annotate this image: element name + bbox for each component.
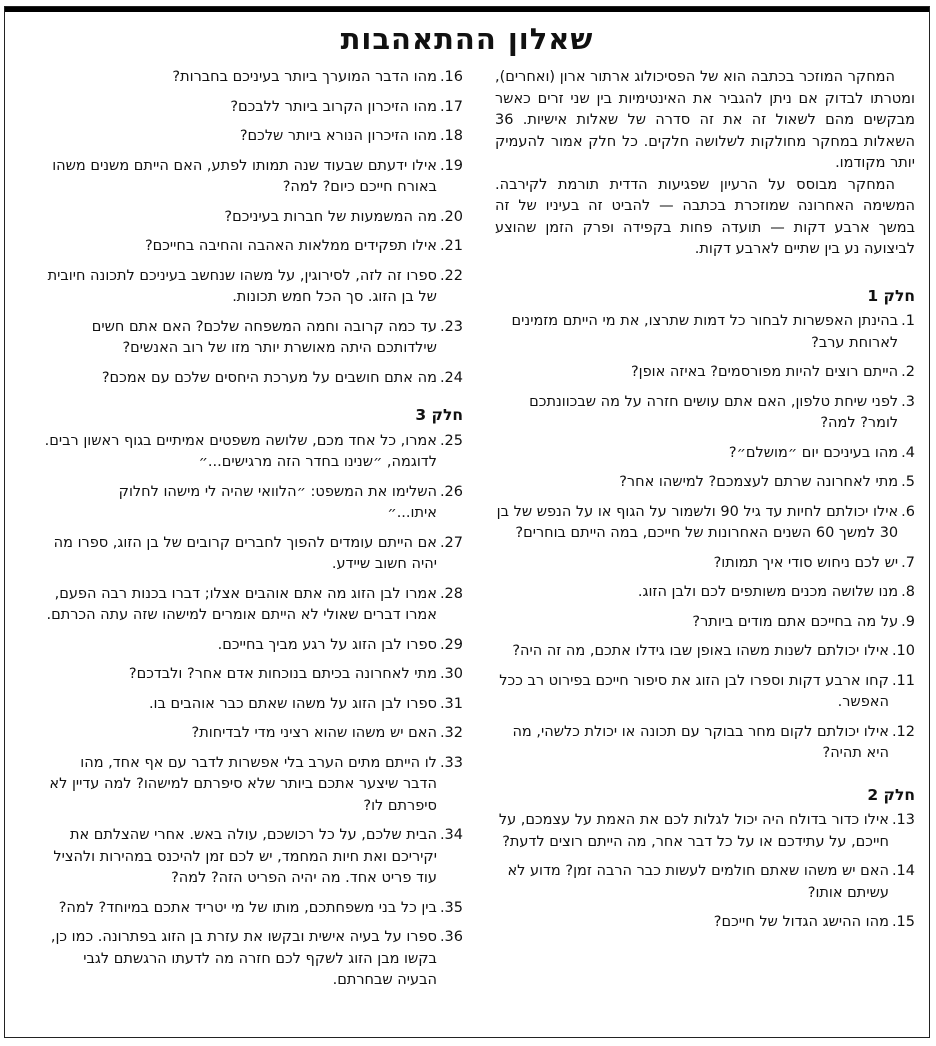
question-5: 5. מתי לאחרונה שרתם לעצמכם? למישהו אחר? xyxy=(619,474,915,490)
question-26: 26. השלימו את המשפט: ״הלוואי שהיה לי מישהו לחלוק איתו...״ xyxy=(118,483,463,521)
question-11: 11. קחו ארבע דקות וספרו לבן הזוג את סיפור חייכם בפירוט רב ככל האפשר. xyxy=(499,672,915,710)
question-24: 24. מה אתם חושבים על מערכת היחסים שלכם עם אמכם? xyxy=(101,369,463,386)
question-8: 8. מנו שלושה מכנים משותפים לכם ולבן הזוג. xyxy=(637,584,915,600)
question-32: 32. האם יש משהו שהוא רציני מדי לבדיחות? xyxy=(191,725,463,741)
question-23: 23. עד כמה קרובה וחמה המשפחה שלכם? האם אתם חשים שילדותכם היתה מאושרת יותר מזו של רוב האנשים? xyxy=(91,318,463,356)
question-18: 18. מהו הזיכרון הנורא ביותר שלכם? xyxy=(239,128,463,144)
question-36: 36. ספרו על בעיה אישית ובקשו את עזרת בן הזוג בפתרונה. כמו כן, בקשו מבן הזוג לשקף לכם חזרה מה לדעתו הרגשתם לגבי הבעיה שבחרתם. xyxy=(50,929,463,988)
part-2-list-continued xyxy=(43,67,463,389)
question-13: 13. אילו כדור בדולח היה יכול לגלות לכם את האמת על עצמכם, על חייכם, על עתידכם או על כל דבר אחר, מה הייתם רוצים לדעת? xyxy=(498,812,915,850)
question-14: 14. האם יש משהו שאתם חולמים לעשות כבר הרבה זמן? מדוע לא עשיתם אותו? xyxy=(507,863,915,901)
part-1-list xyxy=(495,311,915,765)
question-4: 4. מהו בעיניכם יום ״מושלם״? xyxy=(728,444,915,461)
question-25: 25. אמרו, כל אחד מכם, שלושה משפטים אמיתיים בגוף ראשון רבים. לדוגמה, ״שנינו בחדר הזה מרגישים...״ xyxy=(44,432,463,470)
part-2-heading: חלק 2 xyxy=(867,785,915,804)
question-22: 22. ספרו זה לזה, לסירוגין, על משהו שנחשב בעיניכם לתכונה חיובית של בן הזוג. סך הכל חמש תכונות. xyxy=(47,267,463,305)
question-1: 1. בהינתן האפשרות לבחור כל דמות שתרצו, את מי הייתם מזמינים לארוחת ערב? xyxy=(511,313,915,351)
question-7: 7. יש לכם ניחוש סודי איך תמותו? xyxy=(713,554,915,571)
question-27: 27. אם הייתם עומדים להפוך לחברים קרובים של בן הזוג, ספרו מה יהיה חשוב שיידע. xyxy=(53,534,463,572)
question-16: 16. מהו הדבר המוערך ביותר בעיניכם בחברות? xyxy=(172,69,463,85)
top-rule xyxy=(5,7,929,12)
question-19: 19. אילו ידעתם שבעוד שנה תמותו לפתע, האם הייתם משנים משהו באורח חייכם כיום? למה? xyxy=(52,157,463,195)
question-21: 21. אילו תפקידים ממלאות האהבה והחיבה בחייכם? xyxy=(144,238,463,254)
intro-text xyxy=(495,67,915,261)
part-2-list-start xyxy=(495,810,915,934)
question-28: 28. אמרו לבן הזוג מה אתם אוהבים אצלו; דברו בכנות רבה הפעם, אמרו דברים שאולי לא הייתם אומרים למישהו שזה עתה הכרתם. xyxy=(46,585,463,623)
question-31: 31. ספרו לבן הזוג על משהו שאתם כבר אוהבים בו. xyxy=(148,695,463,712)
page-title: שאלון ההתאהבות xyxy=(340,22,594,56)
intro-paragraph-1: המחקר המוזכר בכתבה הוא של הפסיכולוג ארתור ארון (ואחרים), ומטרתו לבדוק אם ניתן להגביר את האינטימיות בין שני זרים כאשר מבקשים מהם לשאול זה את זה סדרה של שאלות אישיות. 36 השאלות במחקר מחולקות לשלושה חלקים. כל חלק אמור להעמיק יותר מקודמו. xyxy=(495,69,915,171)
question-9: 9. על מה בחייכם אתם מודים ביותר? xyxy=(692,613,915,630)
question-33: 33. לו הייתם מתים הערב בלי אפשרות לדבר עם אף אחד, מהו הדבר שיצער אתכם ביותר שלא סיפרתם למישהו? למה עדיין לא סיפרתם לו? xyxy=(49,754,463,814)
question-20: 20. מה המשמעות של חברות בעיניכם? xyxy=(224,208,463,225)
question-2: 2. הייתם רוצים להיות מפורסמים? באיזה אופן? xyxy=(630,364,915,380)
question-6: 6. אילו יכולתם לחיות עד גיל 90 ולשמור על הגוף או על הנפש של בן 30 למשך 60 השנים האחרונות של חייכם, במה הייתם בוחרים? xyxy=(496,503,915,541)
question-15: 15. מהו ההישג הגדול של חייכם? xyxy=(713,914,915,930)
question-29: 29. ספרו לבן הזוג על רגע מביך בחייכם. xyxy=(217,636,463,653)
right-column xyxy=(495,67,915,942)
left-column xyxy=(43,67,463,1000)
intro-paragraph-2: המחקר מבוסס על הרעיון שפגיעות הדדית תורמת לקירבה. המשימה האחרונה שמוזכרת בכתבה — להביט זה בעיניו של זה במשך ארבע דקות — תועדה פחות בקפידה ופרק הזמן שהוצע לביצועה נע בין שתיים לארבע דקות. xyxy=(495,176,915,257)
part-3-heading: חלק 3 xyxy=(415,406,463,424)
question-30: 30. מתי לאחרונה בכיתם בנוכחות אדם אחר? ולבדכם? xyxy=(128,666,463,682)
questionnaire-page xyxy=(4,6,930,1038)
part-1-heading: חלק 1 xyxy=(867,286,915,305)
question-12: 12. אילו יכולתם לקום מחר בבוקר עם תכונה או יכולת כלשהי, מה היא תהיה? xyxy=(512,723,915,761)
question-17: 17. מהו הזיכרון הקרוב ביותר ללבכם? xyxy=(230,98,463,115)
question-3: 3. לפני שיחת טלפון, האם אתם עושים חזרה על מה שבכוונתכם לומר? למה? xyxy=(529,393,915,431)
part-3-list xyxy=(43,431,463,992)
question-34: 34. הבית שלכם, על כל רכושכם, עולה באש. אחרי שהצלתם את יקיריכם ואת חיות המחמד, יש לכם זמן להיכנס במהירות ולהציל עוד פריט אחד. מה יהיה הפריט הזה? למה? xyxy=(53,827,463,886)
question-10: 10. אילו יכולתם לשנות משהו באופן שבו גידלו אתכם, מה זה היה? xyxy=(512,643,915,659)
question-35: 35. בין כל בני משפחתכם, מותו של מי יטריד אתכם במיוחד? למה? xyxy=(58,899,463,916)
